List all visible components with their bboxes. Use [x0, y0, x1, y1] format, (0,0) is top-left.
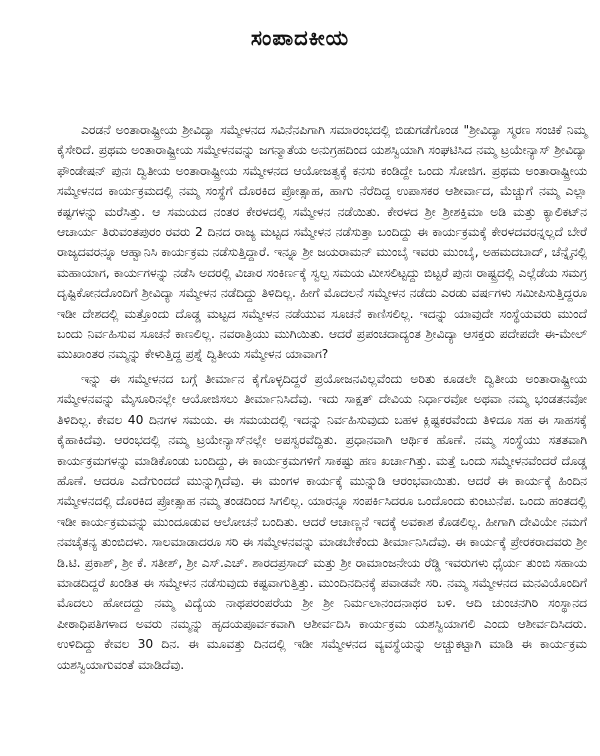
paragraph-1: ಎರಡನೆ ಅಂತಾರಾಷ್ಟ್ರೀಯ ಶ್ರೀವಿದ್ಯಾ ಸಮ್ಮೇಳನದ ಸವಿನೆನಪಿಗಾಗಿ ಸಮಾರಂಭದಲ್ಲಿ ಬಿಡುಗಡೆಗೊಂಡ "ಶ್ರೀವಿದ್ಯಾ ಸ್ಮರಣ ಸಂಚಿಕೆ ನಿಮ್ಮ ಕೈಸೇರಿದೆ. ಪ್ರಥಮ ಅಂತಾರಾಷ್ಟ್ರೀಯ ಸಮ್ಮೇಳನವನ್ನು ಜಗನ್ಮಾತೆಯ ಅನುಗ್ರಹದಿಂದ ಯಶಸ್ವಿಯಾಗಿ ಸಂಘಟಿಸಿದ ನಮ್ಮ ಟ್ರಯೇನ್ಯಾಸ್ ಶ್ರೀವಿದ್ಯಾ ಫೌಂಡೇಷನ್ ಪುನಃ ದ್ವಿತೀಯ ಅಂತಾರಾಷ್ಟ್ರೀಯ ಸಮ್ಮೇಳನದ ಆಯೋಜತ್ವಕ್ಕೆ ಕನಸು ಕಂಡಿದ್ದೇ ಒಂದು ಸೋಜಿಗ. ಪ್ರಥಮ ಅಂತಾರಾಷ್ಟ್ರೀಯ ಸಮ್ಮೇಳನದ ಕಾರ್ಯಕ್ರಮದಲ್ಲಿ ನಮ್ಮ ಸಂಸ್ಥೆಗೆ ದೊರಕಿದ ಪ್ರೋತ್ಸಾಹ, ಹಾಗು ನೆರೆದಿದ್ದ ಉಪಾಸಕರ ಆಶೀರ್ವಾದ, ಮೆಚ್ಚುಗೆ ನಮ್ಮ ಎಲ್ಲಾ ಕಷ್ಟಗಳನ್ನು ಮರೆಸಿತ್ತು. ಆ ಸಮಯದ ನಂತರ ಕೇರಳದಲ್ಲಿ ಸಮ್ಮೇಳನ ನಡೆಯಿತು. ಕೇರಳದ ಶ್ರೀ ಶ್ರೀಶಕ್ತಿಮಾ ಅಡಿ ಮತ್ತು ಕ್ಯಾಲಿಕಟ್‌ನ ಆಚಾರ್ಯ ತಿರುವಂತಪುರಂ ರವರು 2 ದಿನದ ರಾಜ್ಯ ಮಟ್ಟದ ಸಮ್ಮೇಳನ ನಡೆಸುತ್ತಾ ಬಂದಿದ್ದು ಈ ಕಾರ್ಯಕ್ರಮಕ್ಕೆ ಕೇರಳದವರನ್ನಲ್ಲದೆ ಬೇರೆ ರಾಜ್ಯದವರನ್ನೂ ಆಹ್ವಾನಿಸಿ ಕಾರ್ಯಕ್ರಮ ನಡೆಸುತ್ತಿದ್ದಾರೆ. ಇನ್ನೂ ಶ್ರೀ ಜಯರಾಮನ್ ಮುಂಬೈ ಇವರು ಮುಂಬೈ, ಅಹಮದಬಾದ್, ಚೆನ್ನೈನಲ್ಲಿ ಮಹಾಯಾಗ, ಕಾರ್ಯಗಳನ್ನು ನಡೆಸಿ ಅದರಲ್ಲಿ ವಿಚಾರ ಸಂಕಿರ್ಣಕ್ಕೆ ಸ್ವಲ್ಪ ಸಮಯ ಮೀಸಲಿಟ್ಟದ್ದು ಬಿಟ್ಟರೆ ಪುನಃ ರಾಷ್ಟ್ರದಲ್ಲಿ ಎಲ್ಲೆಡೆಯ ಸಮಗ್ರ ದೃಷ್ಟಿಕೋನದೊಂದಿಗೆ ಶ್ರೀವಿದ್ಯಾ ಸಮ್ಮೇಳನ ನಡೆದಿದ್ದು ತಿಳಿದಿಲ್ಲ. ಹೀಗೆ ಮೊದಲನೆ ಸಮ್ಮೇಳನ ನಡೆದು ಎರಡು ವರ್ಷಗಳು ಸಮೀಪಿಸುತ್ತಿದ್ದರೂ ಇಡೀ ದೇಶದಲ್ಲಿ ಮತ್ತೊಂದು ದೊಡ್ಡ ಮಟ್ಟದ ಸಮ್ಮೇಳನ ನಡೆಯುವ ಸೂಚನೆ ಕಾಣಿಸಲಿಲ್ಲ. ಇದನ್ನು ಯಾವುದೇ ಸಂಸ್ಥೆಯವರು ಮುಂದೆ ಬಂದು ನಿರ್ವಹಿಸುವ ಸೂಚನೆ ಕಾಣಲಿಲ್ಲ. ನವರಾತ್ರಿಯು ಮುಗಿಯಿತು. ಆದರೆ ಪ್ರಪಂಚದಾದ್ಯಂತ ಶ್ರೀವಿದ್ಯಾ ಆಸಕ್ತರು ಪದೇಪದೇ ಈ-ಮೇಲ್ ಮುಖಾಂತರ ನಮ್ಮನ್ನು ಕೇಳುತ್ತಿದ್ದ ಪ್ರಶ್ನೆ ದ್ವಿತೀಯ ಸಮ್ಮೇಳನ ಯಾವಾಗ? [57, 123, 587, 362]
editorial-body [57, 120, 587, 675]
page-title: ಸಂಪಾದಕೀಯ [250, 26, 350, 50]
paragraph-2: ಇನ್ನು ಈ ಸಮ್ಮೇಳನದ ಬಗ್ಗೆ ತೀರ್ಮಾನ ಕೈಗೊಳ್ಳದಿದ್ದರೆ ಪ್ರಯೋಜನವಿಲ್ಲವೆಂದು ಅರಿತು ಕೂಡಲೇ ದ್ವಿತೀಯ ಅಂತಾರಾಷ್ಟ್ರೀಯ ಸಮ್ಮೇಳನವನ್ನು ಮೈಸೂರಿನಲ್ಲೇ ಆಯೋಜಿಸಲು ತೀರ್ಮಾನಿಸಿದೆವು. ಇದು ಸಾಕ್ಷತ್ ದೇವಿಯ ನಿರ್ಧಾರವೋ ಅಥವಾ ನಮ್ಮ ಭಂಡತನವೋ ತಿಳಿದಿಲ್ಲ. ಕೇವಲ 40 ದಿನಗಳ ಸಮಯ. ಈ ಸಮಯದಲ್ಲಿ ಇದನ್ನು ನಿರ್ವಹಿಸುವುದು ಬಹಳ ಕ್ಲಿಷ್ಟಕರವೆಂದು ತಿಳಿದೂ ಸಹ ಈ ಸಾಹಸಕ್ಕೆ ಕೈಹಾಕಿದೆವು. ಆರಂಭದಲ್ಲಿ ನಮ್ಮ ಟ್ರಯೇನ್ಯಾಸ್‌ನಲ್ಲೇ ಅಪಸ್ವರವೆದ್ದಿತು. ಪ್ರಧಾನವಾಗಿ ಆರ್ಥಿಕ ಹೊಣೆ. ನಮ್ಮ ಸಂಸ್ಥೆಯು ಸತತವಾಗಿ ಕಾರ್ಯಕ್ರಮಗಳನ್ನು ಮಾಡಿಕೊಂಡು ಬಂದಿದ್ದು, ಈ ಕಾರ್ಯಕ್ರಮಗಳಿಗೆ ಸಾಕಷ್ಟು ಹಣ ಖರ್ಚಾಗಿತ್ತು. ಮತ್ತೆ ಒಂದು ಸಮ್ಮೇಳನವೆಂದರೆ ದೊಡ್ಡ ಹೊಣೆ. ಆದರೂ ಎದೆಗುಂದದೆ ಮುನ್ನುಗ್ಗಿದೆವು. ಈ ಮಂಗಳ ಕಾರ್ಯಕ್ಕೆ ಮುನ್ನುಡಿ ಆರಂಭವಾಯಿತು. ಆದರೆ ಈ ಕಾರ್ಯಕ್ಕೆ ಹಿಂದಿನ ಸಮ್ಮೇಳನದಲ್ಲಿ ದೊರಕಿದ ಪ್ರೋತ್ಸಾಹ ನಮ್ಮ ತಂಡದಿಂದ ಸಿಗಲಿಲ್ಲ. ಯಾರನ್ನೂ ಸಂಪರ್ಕಿಸಿದರೂ ಒಂದೊಂದು ಕುಂಟುನೆಪ. ಒಂದು ಹಂತದಲ್ಲಿ ಇಡೀ ಕಾರ್ಯಕ್ರಮವನ್ನು ಮುಂದೂಡುವ ಆಲೋಚನೆ ಬಂದಿತು. ಆದರೆ ಆಚಾಣ್ಣನೆ ಇದಕ್ಕೆ ಅವಕಾಶ ಕೊಡಲಿಲ್ಲ. ಹೀಗಾಗಿ ದೇವಿಯೇ ನಮಗೆ ನವಚೈತನ್ಯ ತುಂಬಿದಳು. ಸಾಲಮಾಡಾದರೂ ಸರಿ ಈ ಸಮ್ಮೇಳನವನ್ನು ಮಾಡಬೇಕೆಂದು ತೀರ್ಮಾನಿಸಿದೆವು. ಈ ಕಾರ್ಯಕ್ಕೆ ಪ್ರೇರಕರಾದವರು ಶ್ರೀ ಡಿ.ಟಿ. ಪ್ರಕಾಶ್, ಶ್ರೀ ಕೆ. ಸತೀಶ್, ಶ್ರೀ ಎಸ್.ಎಚ್. ಶಾರದಪ್ರಸಾದ್ ಮತ್ತು ಶ್ರೀ ರಾಮಾಂಜನೇಯ ರೆಡ್ಡಿ ಇವರುಗಳು ಧೈರ್ಯ ತುಂಬಿ ಸಹಾಯ ಮಾಡದಿದ್ದರೆ ಖಂಡಿತ ಈ ಸಮ್ಮೇಳನ ನಡೆಸುವುದು ಕಷ್ಟವಾಗುತ್ತಿತ್ತು. ಮುಂದಿನದಿನಕ್ಕೆ ಪವಾಡವೇ ಸರಿ. ನಮ್ಮ ಸಮ್ಮೇಳನದ ಮನವಿಯೊಂದಿಗೆ ಮೊದಲು ಹೋದದ್ದು ನಮ್ಮ ವಿದ್ಯೆಯ ನಾಥಪರಂಪರೆಯ ಶ್ರೀ ಶ್ರೀ ನಿರ್ಮಲಾನಂದನಾಥರ ಬಳಿ. ಆದಿ ಚುಂಚನಗಿರಿ ಸಂಸ್ಥಾನದ ಪೀಠಾಧಿಪತಿಗಳಾದ ಅವರು ನಮ್ಮನ್ನು ಹೃದಯಪೂರ್ವಕವಾಗಿ ಆಶೀರ್ವದಿಸಿ ಕಾರ್ಯಕ್ರಮ ಯಶಸ್ವಿಯಾಗಲಿ ಎಂದು ಆಶೀರ್ವದಿಸಿದರು. ಉಳಿದಿದ್ದು ಕೇವಲ 30 ದಿನ. ಈ ಮೂವತ್ತು ದಿನದಲ್ಲಿ ಇಡೀ ಸಮ್ಮೇಳನದ ವ್ಯವಸ್ಥೆಯನ್ನು ಅಚ್ಚುಕಟ್ಟಾಗಿ ಮಾಡಿ ಈ ಕಾರ್ಯಕ್ರಮ ಯಶಸ್ವಿಯಾಗುವಂತೆ ಮಾಡಿದೆವು. [57, 371, 587, 672]
